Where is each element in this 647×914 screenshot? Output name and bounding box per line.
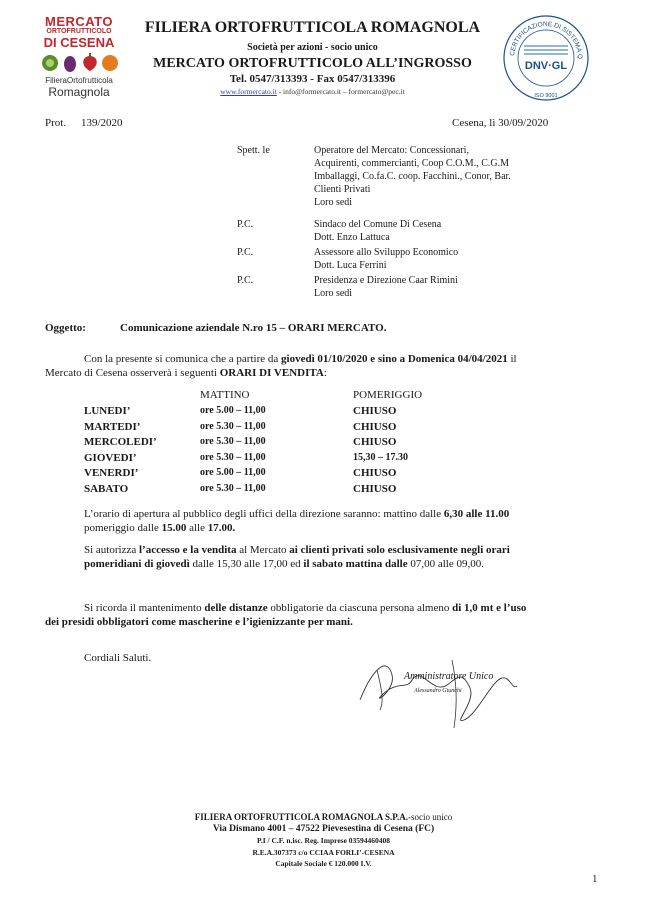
svg-text:CERTIFICAZIONE DI SISTEMA QUAL xyxy=(502,14,583,59)
table-row xyxy=(84,482,464,498)
morning-cell: ore 5.00 – 11,00 xyxy=(200,467,266,478)
recipient-line: Assessore allo Sviluppo Economico xyxy=(314,247,459,258)
distance-text: Si ricorda il mantenimento xyxy=(84,602,205,614)
afternoon-cell: CHIUSO xyxy=(353,482,397,495)
recipient-block-caar xyxy=(314,274,604,300)
recipient-block-mayor xyxy=(314,218,604,244)
footer xyxy=(0,812,647,870)
private-text: 07,00 alle 09,00. xyxy=(407,558,484,570)
private-clients-line-1 xyxy=(84,543,604,557)
cert-standard: ISO 9001 xyxy=(534,93,558,99)
logo-line-3: DI CESENA xyxy=(43,35,115,50)
intro-highlight: ORARI DI VENDITA xyxy=(219,367,324,379)
office-time: 6,30 xyxy=(443,508,464,520)
intro-text: il xyxy=(507,353,517,365)
recipient-line: Sindaco del Comune Di Cesena xyxy=(314,219,442,230)
signature-role: Amministratore Unico xyxy=(404,671,494,682)
company-logo xyxy=(36,14,122,104)
signature-block xyxy=(352,650,522,730)
office-text: pomeriggio dalle xyxy=(84,522,162,534)
private-clients-line-2 xyxy=(84,557,484,571)
private-text: al Mercato xyxy=(236,544,290,556)
quality-certification-badge xyxy=(502,14,590,102)
schedule-table xyxy=(84,404,464,497)
private-highlight: pomeridiani di giovedì xyxy=(84,558,190,570)
afternoon-cell: CHIUSO xyxy=(353,420,397,433)
logo-line-4: FilieraOrtofrutticola xyxy=(45,76,113,85)
intro-text: : xyxy=(323,367,327,379)
table-row xyxy=(84,435,464,451)
dnv-gl-seal-icon xyxy=(502,14,590,102)
distance-line-2: dei presidi obbligatori come mascherine e l’igienizzante per mani. xyxy=(45,616,353,628)
day-cell: SABATO xyxy=(84,482,129,495)
morning-cell: ore 5.30 – 11,00 xyxy=(200,451,266,463)
recipient-label-spett: Spett. le xyxy=(237,145,270,156)
recipient-line: Operatore del Mercato: Concessionari, xyxy=(314,145,469,156)
table-row xyxy=(84,404,464,420)
footer-vat: P.I / C.F. n.isc. Reg. Imprese 03594460408 xyxy=(256,836,391,845)
header-contacts xyxy=(130,87,495,96)
recipient-line: Dott. Luca Ferrini xyxy=(314,260,387,271)
office-text: alle xyxy=(463,508,486,520)
intro-line-2 xyxy=(45,366,327,380)
private-highlight: l’accesso e la vendita xyxy=(138,544,237,556)
office-time: 11.00 xyxy=(485,508,510,520)
header-market: MERCATO ORTOFRUTTICOLO ALL’INGROSSO xyxy=(153,56,472,71)
morning-cell: ore 5.30 – 11,00 xyxy=(200,420,266,432)
column-header-morning: MATTINO xyxy=(200,389,250,401)
day-cell: MERCOLEDI’ xyxy=(84,436,157,448)
header-title: FILIERA ORTOFRUTTICOLA ROMAGNOLA xyxy=(144,19,481,36)
recipient-line: Acquirenti, commercianti, Coop C.O.M., C.G.M xyxy=(314,158,509,169)
table-row xyxy=(84,466,464,482)
website-link[interactable]: www.formercato.it xyxy=(220,87,277,96)
place-and-date: Cesena, lì 30/09/2020 xyxy=(452,117,549,129)
private-text: dalle 15,30 alle 17,00 ed xyxy=(189,558,304,570)
office-time: 15.00 xyxy=(161,522,187,534)
page-number: 1 xyxy=(592,873,598,885)
fruit-icons xyxy=(40,52,120,74)
header-subtitle: Società per azioni - socio unico xyxy=(247,42,378,53)
cert-ring-text: CERTIFICAZIONE DI SISTEMA Q xyxy=(509,20,584,60)
intro-line-1 xyxy=(84,352,614,366)
distance-text: obbligatorie da ciascuna persona almeno xyxy=(267,602,453,614)
office-text: L’orario di apertura al pubblico degli uffici della direzione saranno: mattino dalle xyxy=(84,508,444,520)
footer-rea: R.E.A.307373 c/o CCIAA FORLI’-CESENA xyxy=(252,847,395,857)
recipient-line: Imballaggi, Co.fa.C. coop. Facchini., Conor, Bar. xyxy=(314,171,511,182)
protocol-number: 139/2020 xyxy=(81,117,123,129)
footer-company-name: FILIERA ORTOFRUTTICOLA ROMAGNOLA S.P.A. xyxy=(194,812,408,822)
office-time: 17.00. xyxy=(207,522,236,534)
protocol-label: Prot. xyxy=(45,117,67,129)
morning-cell: ore 5.00 – 11,00 xyxy=(200,405,266,416)
afternoon-cell: 15,30 – 17.30 xyxy=(353,451,408,463)
logo-line-2: ORTOFRUTTICOLO xyxy=(46,28,112,35)
header-emails: - info@formercato.it – formercato@pec.it xyxy=(276,87,405,96)
closing-greeting: Cordiali Saluti. xyxy=(84,652,152,664)
recipient-block-operators xyxy=(314,144,604,209)
recipient-line: Presidenza e Direzione Caar Rimini xyxy=(314,275,458,286)
recipient-label-pc: P.C. xyxy=(237,219,254,230)
day-cell: GIOVEDI’ xyxy=(84,451,137,464)
private-highlight: il sabato mattina dalle xyxy=(303,558,408,570)
recipient-block-assessor xyxy=(314,246,604,272)
logo-line-1: MERCATO xyxy=(44,14,114,29)
cert-brand: DNV·GL xyxy=(524,60,568,72)
intro-period: giovedì 01/10/2020 e sino a Domenica 04/04/2021 xyxy=(281,353,508,365)
recipient-line: Clienti Privati xyxy=(314,184,371,195)
intro-text: Mercato di Cesena osserverà i seguenti xyxy=(45,367,220,379)
subject-text: Comunicazione aziendale N.ro 15 – ORARI MERCATO. xyxy=(120,322,387,334)
afternoon-cell: CHIUSO xyxy=(353,467,397,479)
logo-line-5: Romagnola xyxy=(48,85,110,99)
distance-line-1 xyxy=(84,601,614,615)
morning-cell: ore 5.30 – 11,00 xyxy=(200,482,266,494)
recipient-label-pc: P.C. xyxy=(237,275,254,286)
office-text: alle xyxy=(186,522,208,534)
column-header-afternoon: POMERIGGIO xyxy=(353,389,423,401)
private-text: Si autorizza xyxy=(84,544,139,556)
private-highlight: ai clienti privati solo esclusivamente negli orari xyxy=(289,544,510,556)
footer-company-tail: -socio unico xyxy=(407,812,453,822)
afternoon-cell: CHIUSO xyxy=(353,436,397,448)
header-phone: Tel. 0547/313393 - Fax 0547/313396 xyxy=(229,73,396,85)
afternoon-cell: CHIUSO xyxy=(353,405,397,417)
office-hours-line-1 xyxy=(84,507,604,521)
recipient-line: Loro sedi xyxy=(314,288,353,299)
day-cell: MARTEDI’ xyxy=(84,420,141,433)
distance-highlight: di 1,0 mt e l’uso xyxy=(452,602,527,614)
distance-highlight: delle distanze xyxy=(204,602,268,614)
recipient-line: Dott. Enzo Lattuca xyxy=(314,232,390,243)
signature-name: Alessandro Giunchi xyxy=(414,688,462,694)
subject-label: Oggetto: xyxy=(45,322,86,334)
footer-capital: Capitale Sociale € 120.000 I.V. xyxy=(275,859,372,868)
footer-address: Via Dismano 4001 – 47522 Pievesestina di Cesena (FC) xyxy=(212,823,435,834)
office-hours-line-2 xyxy=(84,521,235,535)
recipient-line: Loro sedi xyxy=(314,197,353,208)
day-cell: VENERDI’ xyxy=(84,467,139,479)
day-cell: LUNEDI’ xyxy=(84,405,131,417)
table-row xyxy=(84,420,464,436)
footer-company xyxy=(0,812,647,824)
table-row xyxy=(84,451,464,467)
recipient-label-pc: P.C. xyxy=(237,247,254,258)
morning-cell: ore 5.30 – 11,00 xyxy=(200,436,266,447)
intro-text: Con la presente si comunica che a partire da xyxy=(84,353,282,365)
